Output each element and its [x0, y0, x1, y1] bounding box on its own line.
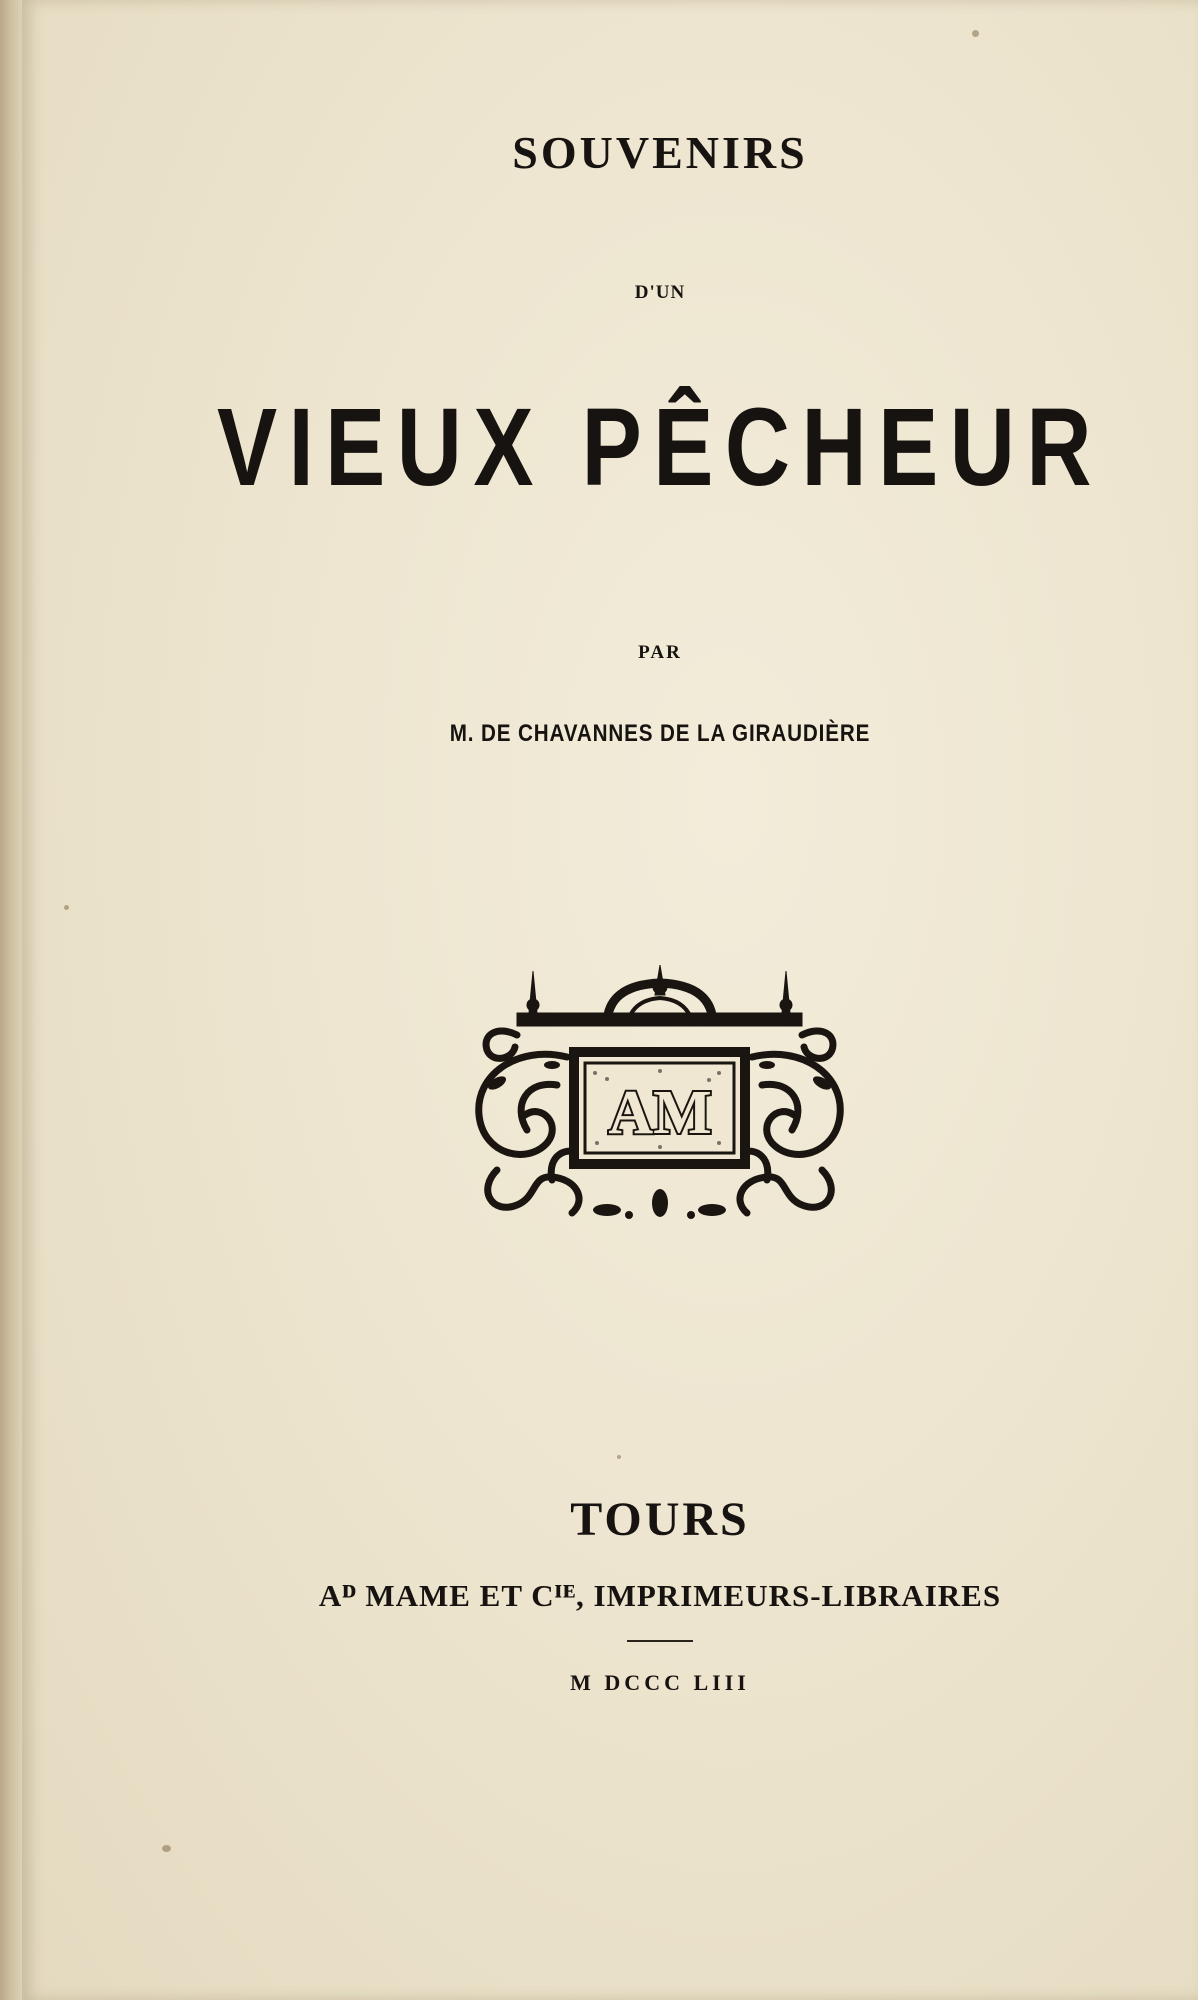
foxing-spot: [617, 1455, 621, 1459]
title-line-dun: D'UN: [634, 282, 686, 303]
foxing-spot: [972, 30, 979, 37]
title-page: [22, 0, 1198, 2000]
printer-mark-vignette: [457, 965, 862, 1225]
imprint-year: M DCCC LIII: [570, 1670, 750, 1695]
imprint-rule: [627, 1640, 693, 1642]
author-name: M. DE CHAVANNES DE LA GIRAUDIÈRE: [449, 720, 871, 747]
imprint-publisher: Aᴰ MAME ET Cᴵᴱ, IMPRIMEURS-LIBRAIRES: [318, 1578, 1002, 1613]
foxing-spot: [64, 905, 69, 910]
imprint-city: TOURS: [570, 1493, 750, 1546]
title-line-souvenirs: SOUVENIRS: [512, 127, 808, 178]
foxing-spot: [162, 1845, 171, 1852]
printer-mark-monogram: AM: [608, 1079, 712, 1147]
main-title: VIEUX PÊCHEUR: [216, 386, 1104, 509]
by-line: PAR: [638, 642, 682, 663]
